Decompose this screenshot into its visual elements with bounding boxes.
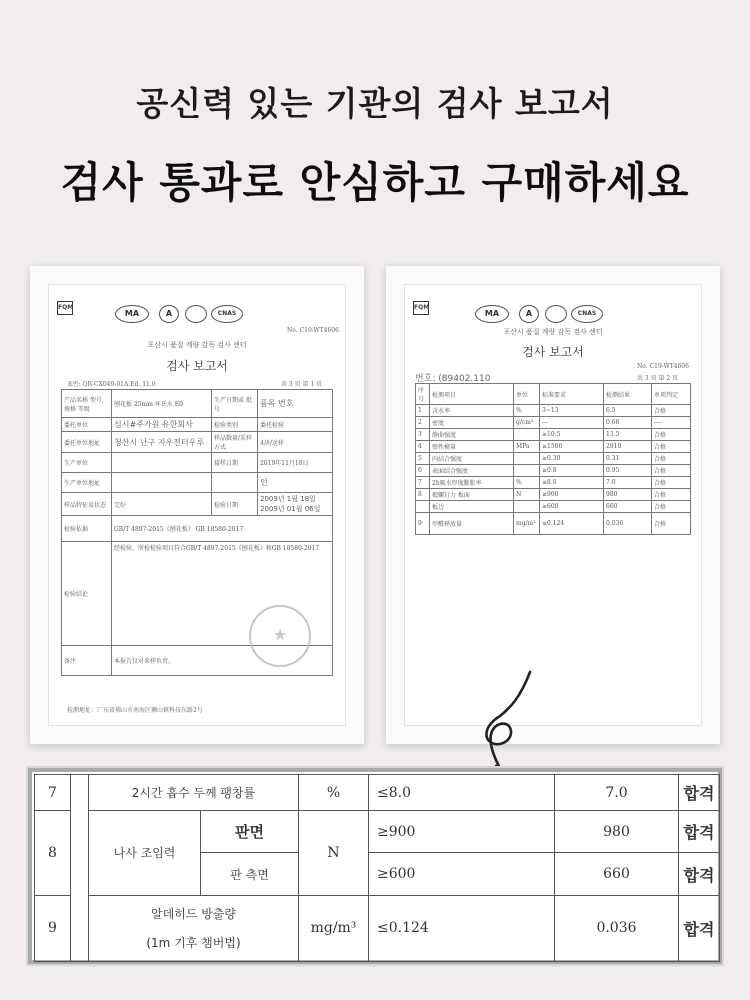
table-row: 产品名称 型号,规格 等级 刨花板 25mm 环氏水 E0 生产日期或 批号 품목 번호 <box>62 390 333 418</box>
verdict-pass: 합격 <box>679 811 720 853</box>
table-row: 备注 本报告仅对来样负责。 <box>62 646 333 676</box>
cnas-mark-icon: CNAS <box>211 305 243 323</box>
fqm-logo: FQM <box>413 301 429 315</box>
serial-number: 번호: (89402.110 <box>415 374 491 384</box>
official-stamp <box>249 605 311 667</box>
table-row: 1 含水率 % 3~13 6.5 合格 <box>416 405 691 417</box>
table-row: 7 2h吸水厚度膨胀率 % ≤8.0 7.0 合格 <box>416 477 691 489</box>
institute-name: 포산시 품질 계량 감독 검사 센터 <box>147 341 247 349</box>
table-row: 8 握螺钉力 板面 N ≥900 980 合格 <box>416 489 691 501</box>
ma-mark-icon: MA <box>115 305 149 323</box>
report-frame-right <box>386 266 720 744</box>
test-address: 检测地址：广东省佛山市南海区狮山镇科技东路2号 <box>67 707 203 714</box>
logo-row <box>411 301 695 327</box>
report-frame-left <box>30 266 364 744</box>
ma-mark-icon: MA <box>475 305 509 323</box>
form-number: 표번: QR-CX049-01A Ed. 11.0 <box>67 381 156 388</box>
item-name: 알데히드 방출량 <box>151 907 236 922</box>
ilac-mark-icon <box>185 305 207 323</box>
table-row: 委托单位地址 청산시 난구 지우전터우루 样品数量/采样方式 4块/送样 <box>62 432 333 453</box>
table-row: 8 나사 조임력 판면 N ≥900 980 합격 <box>35 811 720 853</box>
headline-secondary: 검사 통과로 안심하고 구매하세요 <box>60 158 690 207</box>
verdict-pass: 합격 <box>679 775 720 811</box>
table-row: 9 알데히드 방출량 (1m 기후 챔버법) mg/m³ ≤0.124 0.036 합격 <box>35 895 720 961</box>
table-row: 生产单位地址 인 <box>62 473 333 493</box>
logo-row <box>55 301 339 327</box>
table-row: 7 2시간 흡수 두께 팽창률 % ≤8.0 7.0 합격 <box>35 775 720 811</box>
report-number: No. C19-WT4606 <box>287 327 339 334</box>
table-row: 6 表面结合强度 ≥0.8 0.95 合格 <box>416 465 691 477</box>
report-number: No. C19-WT4606 <box>637 363 689 370</box>
table-row: 检验结论 经检验，所检检验项目符合GB/T 4897-2015《刨花板》和GB 18580-2017 <box>62 542 333 646</box>
report-page-1 <box>48 284 346 726</box>
table-header-row: 序号 检测项目 单位 标准要求 检测结果 单项判定 <box>416 384 691 405</box>
table-row: 3 静曲强度 ≥10.5 13.5 合格 <box>416 429 691 441</box>
verdict-pass: 합격 <box>679 895 720 961</box>
item-method: (1m 기후 챔버법) <box>146 936 241 951</box>
document-title: 검사 보고서 <box>166 359 228 373</box>
zoomed-results-panel <box>28 768 722 964</box>
table-row: 4 弹性模量 MPa ≥1500 2910 合格 <box>416 441 691 453</box>
headline-primary: 공신력 있는 기관의 검사 보고서 <box>136 84 614 123</box>
fqm-logo: FQM <box>57 301 73 315</box>
table-row: 9 甲醛释放量 mg/m³ ≤0.124 0.036 合格 <box>416 513 691 535</box>
table-row: 委托单位 심시#주가원 유한회사 检验类别 委托检验 <box>62 418 333 432</box>
zoomed-results-table <box>34 774 720 962</box>
page-indicator: 共 3 页 第 2 页 <box>637 375 679 382</box>
document-title: 검사 보고서 <box>522 345 584 359</box>
table-row: 2 密度 g/cm³ --- 0.66 ---- <box>416 417 691 429</box>
table-row: 检验依据 GB/T 4897-2015《刨花板》 GB 18580-2017 <box>62 516 333 542</box>
table-row: 生产单位 接样日期 2019年11月18日 <box>62 453 333 473</box>
table-row: 板边 ≥600 660 合格 <box>416 501 691 513</box>
table-row: 样品特征及状态 完好 检验日期 2009년 1월 18일 2009년 01월 06일 <box>62 493 333 516</box>
verdict-pass: 합격 <box>679 853 720 895</box>
a-mark-icon: A <box>519 305 539 323</box>
a-mark-icon: A <box>159 305 179 323</box>
table-row: 5 内结合强度 ≥0.30 0.31 合格 <box>416 453 691 465</box>
page-indicator: 共 3 页 第 1 页 <box>281 381 323 388</box>
test-results-table <box>415 383 691 535</box>
institute-name: 포산시 품질 계량 감독 검사 센터 <box>503 328 603 336</box>
cnas-mark-icon: CNAS <box>571 305 603 323</box>
report-page-2 <box>404 284 702 726</box>
ilac-mark-icon <box>545 305 567 323</box>
table-row: 판 측면 ≥600 660 합격 <box>35 853 720 895</box>
